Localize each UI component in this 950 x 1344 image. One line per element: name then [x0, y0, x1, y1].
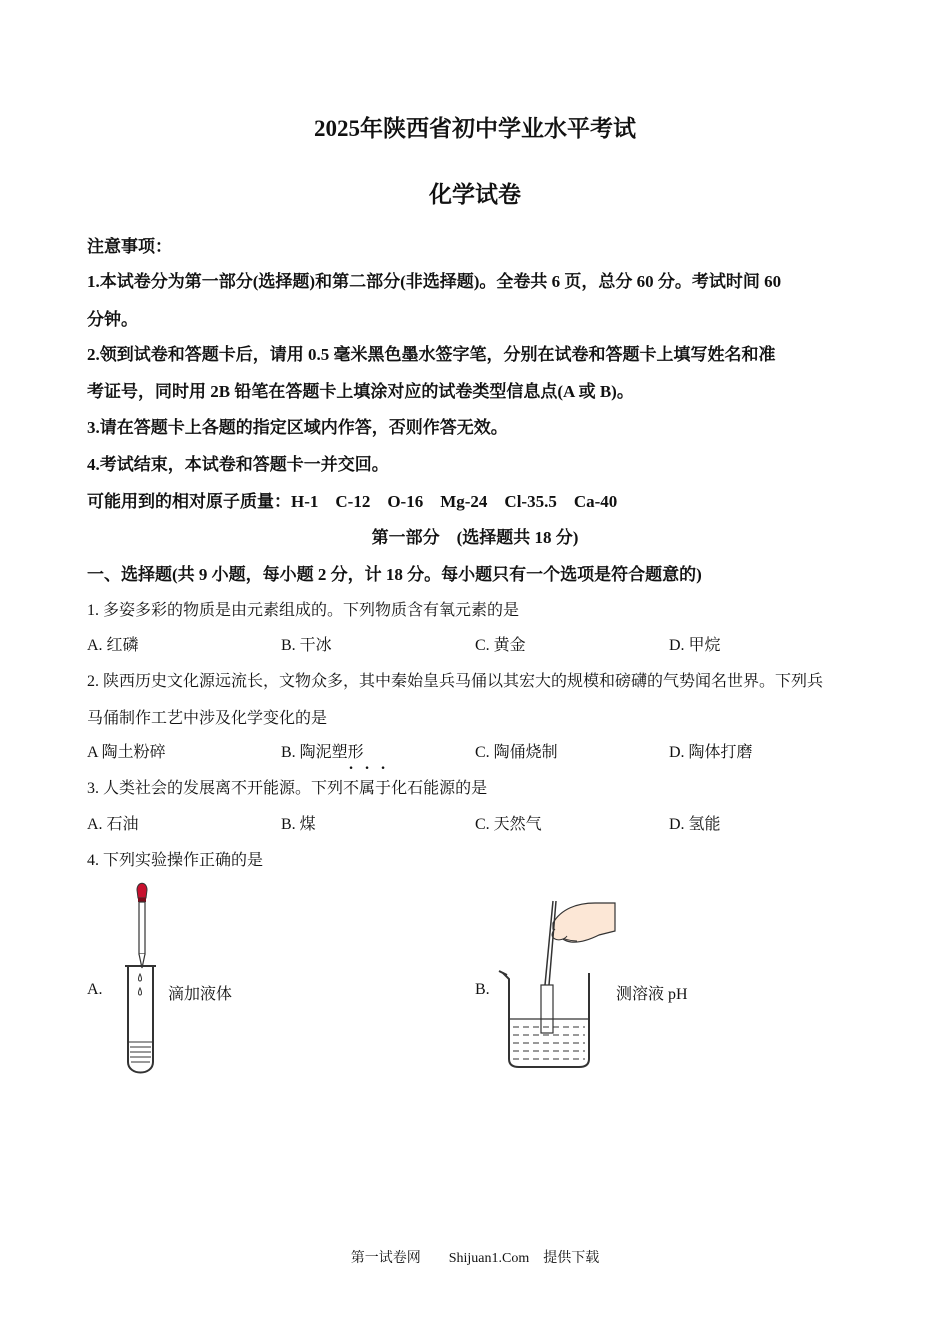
emphasis-char-3: 于	[375, 780, 392, 797]
note-1-line-1: 1.本试卷分为第一部分(选择题)和第二部分(非选择题)。全卷共 6 页，总分 60 分。考试时间 60	[87, 272, 782, 291]
question-4-option-b-label: 测溶液 pH	[616, 986, 688, 1003]
exam-subtitle: 化学试卷	[429, 182, 521, 207]
note-3: 3.请在答题卡上各题的指定区域内作答，否则作答无效。	[87, 418, 508, 437]
question-3-stem-after: 化石能源的是	[391, 780, 488, 797]
notes-heading: 注意事项：	[87, 237, 172, 256]
question-2-option-c: C. 陶俑烧制	[475, 744, 558, 761]
question-2-option-b: B. 陶泥塑形	[281, 744, 364, 761]
question-4-option-a-label: 滴加液体	[168, 986, 233, 1003]
question-4-option-a-letter: A.	[87, 981, 103, 998]
question-3-option-d: D. 氢能	[669, 816, 721, 833]
question-1-stem: 1. 多姿多彩的物质是由元素组成的。下列物质含有氧元素的是	[87, 602, 520, 619]
exam-title: 2025年陕西省初中学业水平考试	[314, 116, 636, 141]
question-1-option-a: A. 红磷	[87, 637, 139, 654]
beaker-ph-test-illustration	[495, 895, 620, 1070]
atomic-masses: 可能用到的相对原子质量：H-1 C-12 O-16 Mg-24 Cl-35.5 Ca-40	[87, 492, 618, 511]
page-footer: 第一试卷网 Shijuan1.Com 提供下载	[350, 1251, 600, 1266]
question-3-option-b: B. 煤	[281, 816, 316, 833]
note-2-line-2: 考证号，同时用 2B 铅笔在答题卡上填涂对应的试卷类型信息点(A 或 B)。	[87, 382, 634, 401]
dropper-test-tube-illustration	[118, 876, 168, 1078]
note-2-line-1: 2.领到试卷和答题卡后，请用 0.5 毫米黑色墨水签字笔，分别在试卷和答题卡上填写姓名和准	[87, 345, 776, 364]
note-4: 4.考试结束，本试卷和答题卡一并交回。	[87, 455, 389, 474]
section-heading: 一、选择题(共 9 小题，每小题 2 分，计 18 分。每小题只有一个选项是符合题意的)	[87, 565, 702, 584]
question-2-option-d: D. 陶体打磨	[669, 744, 753, 761]
emphasis-char-1: 不	[343, 780, 360, 797]
question-3-option-c: C. 天然气	[475, 816, 542, 833]
question-1-option-d: D. 甲烷	[669, 637, 721, 654]
emphasis-char-2: 属	[359, 780, 376, 797]
note-1-line-2: 分钟。	[87, 310, 138, 329]
question-2-stem-line-1: 2. 陕西历史文化源远流长，文物众多，其中秦始皇兵马俑以其宏大的规模和磅礴的气势闻名世界。下列兵	[87, 673, 824, 690]
question-4-stem: 4. 下列实验操作正确的是	[87, 852, 264, 869]
part1-heading: 第一部分 (选择题共 18 分)	[371, 528, 579, 547]
question-2-option-a: A 陶土粉碎	[87, 744, 166, 761]
question-4-option-b-letter: B.	[475, 981, 490, 998]
question-1-option-c: C. 黄金	[475, 637, 526, 654]
question-3-option-a: A. 石油	[87, 816, 139, 833]
question-3-stem-before: 3. 人类社会的发展离不开能源。下列	[87, 780, 344, 797]
question-2-stem-line-2: 马俑制作工艺中涉及化学变化的是	[87, 710, 328, 727]
question-1-option-b: B. 干冰	[281, 637, 332, 654]
question-3-stem	[87, 775, 487, 798]
